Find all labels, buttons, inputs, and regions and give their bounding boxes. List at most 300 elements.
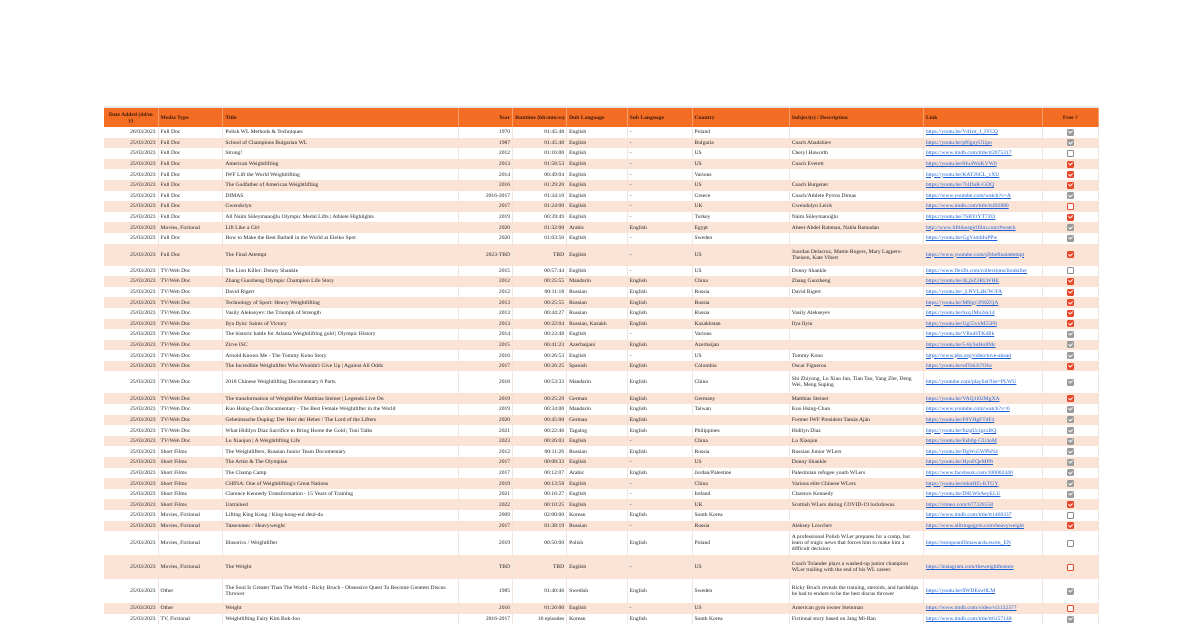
cell-sub-language[interactable]: English <box>627 531 692 555</box>
cell-date[interactable]: 25/03/2023 <box>104 287 158 298</box>
cell-runtime[interactable]: 00:22:04 <box>513 319 567 330</box>
cell-date[interactable]: 25/03/2023 <box>104 233 158 244</box>
cell-media-type[interactable]: TV/Web Doc <box>158 350 223 361</box>
cell-date[interactable]: 25/03/2023 <box>104 510 158 521</box>
cell-sub-language[interactable]: - <box>627 180 692 191</box>
cell-title[interactable]: Lifting King Kong / King-kong-eul deul-da <box>223 510 459 521</box>
cell-title[interactable]: Strong! <box>223 148 459 159</box>
cell-date[interactable]: 25/03/2023 <box>104 212 158 223</box>
cell-link[interactable] <box>923 457 1042 468</box>
cell-link[interactable] <box>923 297 1042 308</box>
cell-media-type[interactable]: TV/Web Doc <box>158 308 223 319</box>
table-row[interactable] <box>104 499 1099 510</box>
link-text[interactable]: https://www.flexfit.com/collections/lionkiller <box>925 267 1028 274</box>
cell-sub-language[interactable]: English <box>627 371 692 393</box>
cell-media-type[interactable]: Short Films <box>158 489 223 500</box>
cell-dub-language[interactable]: Mandarin <box>567 276 628 287</box>
cell-link[interactable] <box>923 555 1042 579</box>
cell-country[interactable]: China <box>692 371 789 393</box>
cell-sub-language[interactable]: English <box>627 468 692 479</box>
cell-media-type[interactable]: TV/Web Doc <box>158 361 223 372</box>
cell-dub-language[interactable]: English <box>567 457 628 468</box>
cell-media-type[interactable]: Full Doc <box>158 180 223 191</box>
cell-dub-language[interactable]: English <box>567 138 628 149</box>
cell-date[interactable]: 25/03/2023 <box>104 180 158 191</box>
col-header-title[interactable]: Title <box>223 108 459 127</box>
cell-subject[interactable] <box>789 169 923 180</box>
table-row[interactable] <box>104 276 1099 287</box>
cell-date[interactable]: 25/03/2023 <box>104 308 158 319</box>
cell-title[interactable]: Technology of Sport: Heavy Weightlifting <box>223 297 459 308</box>
cell-title[interactable]: Тяжеловес / Heavyweight <box>223 521 459 532</box>
cell-runtime[interactable]: 01:32:00 <box>513 222 567 233</box>
cell-dub-language[interactable]: English <box>567 159 628 170</box>
cell-runtime[interactable]: 01:03:50 <box>513 233 567 244</box>
cell-media-type[interactable]: Short Films <box>158 457 223 468</box>
table-row[interactable] <box>104 425 1099 436</box>
link-text[interactable]: https://www.imdb.com/title/tt6157148 <box>925 616 1012 623</box>
cell-media-type[interactable]: Other <box>158 603 223 614</box>
cell-link[interactable] <box>923 266 1042 277</box>
cell-link[interactable] <box>923 521 1042 532</box>
table-row[interactable] <box>104 319 1099 330</box>
cell-runtime[interactable]: 00:25:55 <box>513 276 567 287</box>
checked-checkbox[interactable] <box>1067 331 1074 338</box>
checked-checkbox[interactable] <box>1067 129 1074 136</box>
cell-dub-language[interactable]: English <box>567 266 628 277</box>
cell-sub-language[interactable]: English <box>627 308 692 319</box>
table-row[interactable] <box>104 371 1099 393</box>
checked-checkbox[interactable] <box>1067 341 1074 348</box>
cell-country[interactable]: Russia <box>692 287 789 298</box>
cell-media-type[interactable]: TV/Web Doc <box>158 266 223 277</box>
checked-checkbox[interactable] <box>1067 522 1074 529</box>
cell-year[interactable]: 2019 <box>459 393 513 404</box>
cell-date[interactable]: 25/03/2023 <box>104 361 158 372</box>
cell-media-type[interactable]: TV/Web Doc <box>158 415 223 426</box>
cell-sub-language[interactable]: - <box>627 603 692 614</box>
cell-dub-language[interactable]: Russian <box>567 297 628 308</box>
cell-title[interactable]: David Rigert <box>223 287 459 298</box>
cell-dub-language[interactable]: Tagalog <box>567 425 628 436</box>
checked-checkbox[interactable] <box>1067 588 1074 595</box>
cell-country[interactable]: China <box>692 276 789 287</box>
cell-date[interactable]: 25/03/2023 <box>104 340 158 351</box>
cell-title[interactable]: Vasily Alekseyev: the Triumph of Strength <box>223 308 459 319</box>
unchecked-checkbox[interactable] <box>1067 203 1074 210</box>
link-text[interactable]: https://youtu.be/F0YHgFTdF4 <box>925 416 995 423</box>
cell-runtime[interactable]: TBD <box>513 555 567 579</box>
cell-year[interactable]: 2017 <box>459 468 513 479</box>
cell-year[interactable]: 2023 <box>459 436 513 447</box>
cell-country[interactable]: Taiwan <box>692 404 789 415</box>
link-text[interactable]: https://vimeo.com/677328558 <box>925 501 994 508</box>
link-text[interactable]: https://europeanfilmawards.eu/en_EN <box>925 540 1011 547</box>
cell-subject[interactable]: Kuo Hsing-Chun <box>789 404 923 415</box>
cell-sub-language[interactable]: - <box>627 266 692 277</box>
cell-media-type[interactable]: TV, Fictional <box>158 614 223 625</box>
link-text[interactable]: https://youtu.be/hxq1Mo2sk14 <box>925 310 995 317</box>
cell-title[interactable]: The transformation of Weightlifter Matthias Steiner | Legends Live On <box>223 393 459 404</box>
cell-dub-language[interactable]: English <box>567 180 628 191</box>
checked-checkbox[interactable] <box>1067 310 1074 317</box>
cell-link[interactable] <box>923 579 1042 603</box>
cell-title[interactable]: Weight <box>223 603 459 614</box>
cell-title[interactable]: The Artist & The Olympian <box>223 457 459 468</box>
cell-link[interactable] <box>923 127 1042 138</box>
cell-dub-language[interactable]: Arabic <box>567 222 628 233</box>
link-text[interactable]: https://www.alltringsgym.com/heavyweight <box>925 522 1024 529</box>
col-header-runtime[interactable]: Runtime (hh:mm:ss) <box>513 108 567 127</box>
cell-runtime[interactable]: 00:23:48 <box>513 329 567 340</box>
cell-runtime[interactable]: 01:45:48 <box>513 138 567 149</box>
cell-subject[interactable]: American gym owner Steinman <box>789 603 923 614</box>
unchecked-checkbox[interactable] <box>1067 564 1074 571</box>
cell-year[interactable]: 2009 <box>459 510 513 521</box>
cell-media-type[interactable]: Short Films <box>158 478 223 489</box>
cell-media-type[interactable]: Movies, Fictional <box>158 521 223 532</box>
cell-date[interactable]: 25/03/2023 <box>104 436 158 447</box>
cell-link[interactable] <box>923 191 1042 202</box>
checked-checkbox[interactable] <box>1067 406 1074 413</box>
link-text[interactable]: https://youtu.be/mknHI5-KTGY <box>925 480 999 487</box>
col-header-date[interactable]: Date Added (dd/m y) <box>104 108 158 127</box>
cell-country[interactable]: UK <box>692 499 789 510</box>
table-row[interactable] <box>104 478 1099 489</box>
cell-dub-language[interactable]: English <box>567 127 628 138</box>
cell-dub-language[interactable]: English <box>567 169 628 180</box>
cell-subject[interactable]: Various elite Chinese WLers <box>789 478 923 489</box>
table-row[interactable] <box>104 266 1099 277</box>
cell-title[interactable]: All Naim Süleymanoğlu Olympic Medal Lifts | Athlete Highlights <box>223 212 459 223</box>
col-header-media-type[interactable]: Media Type <box>158 108 223 127</box>
checked-checkbox[interactable] <box>1067 299 1074 306</box>
cell-title[interactable]: CHINA: One of Weightlifting's Great Nations <box>223 478 459 489</box>
cell-country[interactable]: Greece <box>692 191 789 202</box>
checked-checkbox[interactable] <box>1067 438 1074 445</box>
cell-link[interactable] <box>923 614 1042 625</box>
cell-media-type[interactable]: Short Films <box>158 499 223 510</box>
checked-checkbox[interactable] <box>1067 416 1074 423</box>
cell-dub-language[interactable]: English <box>567 350 628 361</box>
link-text[interactable]: https://youtu.be/5-8ySuHo8Mc <box>925 341 996 348</box>
cell-subject[interactable]: Cheryl Haworth <box>789 148 923 159</box>
cell-title[interactable]: Weightlifting Fairy Kim Bok-Joo <box>223 614 459 625</box>
cell-country[interactable]: Poland <box>692 127 789 138</box>
cell-subject[interactable]: Hidilyn Diaz <box>789 425 923 436</box>
checked-checkbox[interactable] <box>1067 192 1074 199</box>
cell-date[interactable]: 25/03/2023 <box>104 446 158 457</box>
cell-sub-language[interactable]: English <box>627 287 692 298</box>
cell-subject[interactable]: Ricky Bruch reveals the training, steroids, and hardships he had to endure to be the best discus thrower <box>789 579 923 603</box>
checked-checkbox[interactable] <box>1067 395 1074 402</box>
cell-year[interactable]: 2014 <box>459 169 513 180</box>
cell-runtime[interactable]: 00:25:29 <box>513 393 567 404</box>
cell-dub-language[interactable]: German <box>567 415 628 426</box>
cell-dub-language[interactable]: Mandarin <box>567 404 628 415</box>
cell-media-type[interactable]: TV/Web Doc <box>158 393 223 404</box>
cell-media-type[interactable]: Movies, Fictional <box>158 222 223 233</box>
cell-link[interactable] <box>923 233 1042 244</box>
cell-country[interactable]: Russia <box>692 521 789 532</box>
cell-country[interactable]: Azerbaijan <box>692 340 789 351</box>
cell-dub-language[interactable]: Russian <box>567 308 628 319</box>
cell-title[interactable]: American Weightlifting <box>223 159 459 170</box>
cell-date[interactable]: 25/03/2023 <box>104 404 158 415</box>
link-text[interactable]: https://youtu.be/Vd1m_J_IYCQ <box>925 129 998 136</box>
cell-title[interactable]: Gwendolyn <box>223 201 459 212</box>
cell-date[interactable]: 25/03/2023 <box>104 350 158 361</box>
table-row[interactable] <box>104 212 1099 223</box>
cell-subject[interactable]: Vasily Alekseyev <box>789 308 923 319</box>
cell-dub-language[interactable]: English <box>567 191 628 202</box>
cell-year[interactable]: 2019 <box>459 531 513 555</box>
checked-checkbox[interactable] <box>1067 224 1074 231</box>
cell-dub-language[interactable]: English <box>567 489 628 500</box>
cell-runtime[interactable]: 01:16:00 <box>513 148 567 159</box>
cell-country[interactable]: Egypt <box>692 222 789 233</box>
cell-dub-language[interactable]: German <box>567 393 628 404</box>
link-text[interactable]: https://www.imdb.com/video/vi3132377 <box>925 605 1017 612</box>
cell-dub-language[interactable]: Mandarin <box>567 371 628 393</box>
cell-date[interactable]: 26/03/2023 <box>104 127 158 138</box>
cell-media-type[interactable]: Full Doc <box>158 148 223 159</box>
cell-date[interactable]: 25/03/2023 <box>104 148 158 159</box>
link-text[interactable]: https://youtu.be/D8LWbAeyELU <box>925 491 1001 498</box>
link-text[interactable]: https://youtu.be/KAT26CL_cXU <box>925 171 1000 178</box>
cell-runtime[interactable]: 00:34:00 <box>513 404 567 415</box>
cell-sub-language[interactable]: - <box>627 329 692 340</box>
cell-title[interactable]: What Hidilyn Diaz Sacrifice to Bring Home the Gold | Toni Talks <box>223 425 459 436</box>
cell-subject[interactable]: Palestinian refugee youth WLers <box>789 468 923 479</box>
cell-year[interactable]: 2017 <box>459 361 513 372</box>
link-text[interactable]: https://www.imdb.com/title/tt2075317 <box>925 150 1012 157</box>
cell-subject[interactable]: Lu Xiaojun <box>789 436 923 447</box>
cell-dub-language[interactable]: English <box>567 555 628 579</box>
cell-runtime[interactable]: 01:26:00 <box>513 603 567 614</box>
link-text[interactable]: https://youtu.be/HynFQeMPft <box>925 459 994 466</box>
cell-country[interactable]: Poland <box>692 531 789 555</box>
cell-link[interactable] <box>923 436 1042 447</box>
link-text[interactable]: https://instagram.com/theweightfeature <box>925 564 1014 571</box>
cell-sub-language[interactable]: - <box>627 169 692 180</box>
cell-year[interactable]: 2012 <box>459 287 513 298</box>
cell-title[interactable]: Geheimsache Doping: Der Herr der Heber / The Lord of the Lifters <box>223 415 459 426</box>
checked-checkbox[interactable] <box>1067 182 1074 189</box>
cell-media-type[interactable]: TV/Web Doc <box>158 276 223 287</box>
link-text[interactable]: https://youtu.be/sdTsh3i7Olw <box>925 363 993 370</box>
table-row[interactable] <box>104 489 1099 500</box>
cell-country[interactable]: US <box>692 180 789 191</box>
cell-title[interactable]: The Incredible Weightlifter Who Wouldn't Give Up | Against All Odds <box>223 361 459 372</box>
cell-media-type[interactable]: Movies, Fictional <box>158 555 223 579</box>
cell-link[interactable] <box>923 287 1042 298</box>
cell-sub-language[interactable]: English <box>627 510 692 521</box>
cell-runtime[interactable]: 00:26:25 <box>513 361 567 372</box>
cell-runtime[interactable]: 00:26:53 <box>513 350 567 361</box>
cell-year[interactable]: 1985 <box>459 579 513 603</box>
link-text[interactable]: https://www.imdb.com/title/tt1468337 <box>925 512 1012 519</box>
cell-media-type[interactable]: Short Films <box>158 468 223 479</box>
cell-dub-language[interactable]: English <box>567 499 628 510</box>
cell-sub-language[interactable]: - <box>627 201 692 212</box>
cell-media-type[interactable]: Movies, Fictional <box>158 510 223 521</box>
cell-runtime[interactable]: 00:39:49 <box>513 212 567 223</box>
link-text[interactable]: https://youtube.com/playlist?list=PLWU <box>925 379 1017 386</box>
cell-link[interactable] <box>923 446 1042 457</box>
table-row[interactable] <box>104 329 1099 340</box>
cell-title[interactable]: IWF Lift the World Weightlifting <box>223 169 459 180</box>
unchecked-checkbox[interactable] <box>1067 605 1074 612</box>
cell-media-type[interactable]: Full Doc <box>158 212 223 223</box>
cell-media-type[interactable]: Full Doc <box>158 159 223 170</box>
cell-date[interactable]: 25/03/2023 <box>104 393 158 404</box>
cell-link[interactable] <box>923 138 1042 149</box>
cell-dub-language[interactable]: Azerbaijani <box>567 340 628 351</box>
cell-sub-language[interactable]: - <box>627 159 692 170</box>
cell-country[interactable]: US <box>692 244 789 266</box>
cell-title[interactable]: The Godfather of American Weightlifting <box>223 180 459 191</box>
link-text[interactable]: https://youtu.be/Ug55vxM55P0 <box>925 320 997 327</box>
table-row[interactable] <box>104 308 1099 319</box>
table-row[interactable] <box>104 457 1099 468</box>
checked-checkbox[interactable] <box>1067 320 1074 327</box>
cell-year[interactable]: 2013 <box>459 159 513 170</box>
cell-year[interactable]: 1970 <box>459 127 513 138</box>
cell-link[interactable] <box>923 212 1042 223</box>
table-row[interactable] <box>104 287 1099 298</box>
cell-date[interactable]: 25/03/2023 <box>104 169 158 180</box>
cell-title[interactable]: The Soul Is Greater Than The World - Ricky Bruch - Obsessive Quest To Become Greatest Discus Thrower <box>223 579 459 603</box>
link-text[interactable]: https://www.pbs.org/video/tove-ahead <box>925 352 1012 359</box>
cell-subject[interactable]: Gwendolyn Leick <box>789 201 923 212</box>
cell-title[interactable]: Polish WL Methods & Techniques <box>223 127 459 138</box>
cell-date[interactable]: 25/03/2023 <box>104 468 158 479</box>
cell-dub-language[interactable]: English <box>567 478 628 489</box>
cell-runtime[interactable]: 00:50:00 <box>513 531 567 555</box>
cell-sub-language[interactable]: - <box>627 350 692 361</box>
cell-year[interactable]: 2014 <box>459 329 513 340</box>
cell-media-type[interactable]: Full Doc <box>158 233 223 244</box>
cell-year[interactable]: 2013 <box>459 319 513 330</box>
cell-sub-language[interactable]: - <box>627 148 692 159</box>
cell-link[interactable] <box>923 603 1042 614</box>
cell-country[interactable]: China <box>692 478 789 489</box>
cell-runtime[interactable]: 00:41:23 <box>513 340 567 351</box>
cell-runtime[interactable]: 00:11:26 <box>513 446 567 457</box>
cell-title[interactable]: How to Make the Best Barbell in the World at Eleiko Spot <box>223 233 459 244</box>
cell-date[interactable]: 25/03/2023 <box>104 478 158 489</box>
table-row[interactable] <box>104 361 1099 372</box>
checked-checkbox[interactable] <box>1067 289 1074 296</box>
cell-subject[interactable]: Tommy Kono <box>789 350 923 361</box>
cell-year[interactable]: 2023-TBD <box>459 244 513 266</box>
table-row[interactable] <box>104 340 1099 351</box>
cell-media-type[interactable]: TV/Web Doc <box>158 371 223 393</box>
cell-runtime[interactable]: 00:22:46 <box>513 425 567 436</box>
cell-year[interactable]: 2013 <box>459 297 513 308</box>
cell-sub-language[interactable]: - <box>627 489 692 500</box>
cell-dub-language[interactable]: Korean <box>567 614 628 625</box>
col-header-link[interactable]: Link <box>923 108 1042 127</box>
cell-date[interactable]: 25/03/2023 <box>104 579 158 603</box>
cell-media-type[interactable]: Full Doc <box>158 191 223 202</box>
table-row[interactable] <box>104 169 1099 180</box>
cell-year[interactable]: 2012 <box>459 148 513 159</box>
cell-runtime[interactable]: 00:25:55 <box>513 297 567 308</box>
cell-link[interactable] <box>923 371 1042 393</box>
cell-media-type[interactable]: Movies, Fictional <box>158 531 223 555</box>
cell-link[interactable] <box>923 415 1042 426</box>
cell-year[interactable]: 2019 <box>459 212 513 223</box>
cell-media-type[interactable]: Full Doc <box>158 138 223 149</box>
cell-year[interactable]: 2016-2017 <box>459 191 513 202</box>
cell-link[interactable] <box>923 159 1042 170</box>
cell-sub-language[interactable]: - <box>627 499 692 510</box>
cell-title[interactable]: Ilya Ilyin: Saints of Victory <box>223 319 459 330</box>
checked-checkbox[interactable] <box>1067 491 1074 498</box>
cell-dub-language[interactable]: English <box>567 233 628 244</box>
checked-checkbox[interactable] <box>1067 139 1074 146</box>
cell-sub-language[interactable]: English <box>627 297 692 308</box>
cell-link[interactable] <box>923 319 1042 330</box>
link-text[interactable]: https://www.facebook.com/100002440 <box>925 469 1013 476</box>
table-row[interactable] <box>104 138 1099 149</box>
cell-runtime[interactable]: 00:12:07 <box>513 468 567 479</box>
cell-sub-language[interactable]: - <box>627 555 692 579</box>
cell-subject[interactable]: Coach/Athlete Pyrros Dimas <box>789 191 923 202</box>
cell-year[interactable]: 2021 <box>459 425 513 436</box>
cell-sub-language[interactable]: - <box>627 127 692 138</box>
cell-sub-language[interactable]: English <box>627 276 692 287</box>
cell-title[interactable]: Kuo Hsing-Chun Documentary - The Best Female Weightlifter in the World <box>223 404 459 415</box>
checked-checkbox[interactable] <box>1067 352 1074 359</box>
cell-sub-language[interactable]: English <box>627 425 692 436</box>
cell-dub-language[interactable]: English <box>567 436 628 447</box>
cell-country[interactable]: Colombia <box>692 361 789 372</box>
cell-subject[interactable]: Naim Süleymanoğlu <box>789 212 923 223</box>
cell-date[interactable]: 25/03/2023 <box>104 297 158 308</box>
cell-title[interactable]: The Champ Camp <box>223 468 459 479</box>
cell-date[interactable]: 25/03/2023 <box>104 603 158 614</box>
checked-checkbox[interactable] <box>1067 251 1074 258</box>
cell-dub-language[interactable]: English <box>567 603 628 614</box>
cell-runtime[interactable]: 16 episodes <box>513 614 567 625</box>
cell-year[interactable]: 2016 <box>459 180 513 191</box>
table-row[interactable] <box>104 350 1099 361</box>
table-row[interactable] <box>104 614 1099 625</box>
checked-checkbox[interactable] <box>1067 427 1074 434</box>
cell-sub-language[interactable]: English <box>627 579 692 603</box>
cell-title[interactable]: The Lion Killer: Donny Shankle <box>223 266 459 277</box>
cell-runtime[interactable]: 01:40:46 <box>513 579 567 603</box>
cell-dub-language[interactable]: English <box>567 201 628 212</box>
cell-country[interactable]: Russia <box>692 446 789 457</box>
table-row[interactable] <box>104 436 1099 447</box>
cell-country[interactable]: Sweden <box>692 579 789 603</box>
cell-media-type[interactable]: Full Doc <box>158 244 223 266</box>
cell-link[interactable] <box>923 308 1042 319</box>
checked-checkbox[interactable] <box>1067 379 1074 386</box>
cell-media-type[interactable]: Other <box>158 579 223 603</box>
cell-sub-language[interactable]: English <box>627 446 692 457</box>
cell-country[interactable]: UK <box>692 201 789 212</box>
cell-date[interactable]: 25/03/2023 <box>104 266 158 277</box>
cell-sub-language[interactable]: English <box>627 393 692 404</box>
cell-date[interactable]: 25/03/2023 <box>104 319 158 330</box>
link-text[interactable]: https://youtu.be/fuzpUcigzxBQ <box>925 427 997 434</box>
cell-media-type[interactable]: TV/Web Doc <box>158 436 223 447</box>
